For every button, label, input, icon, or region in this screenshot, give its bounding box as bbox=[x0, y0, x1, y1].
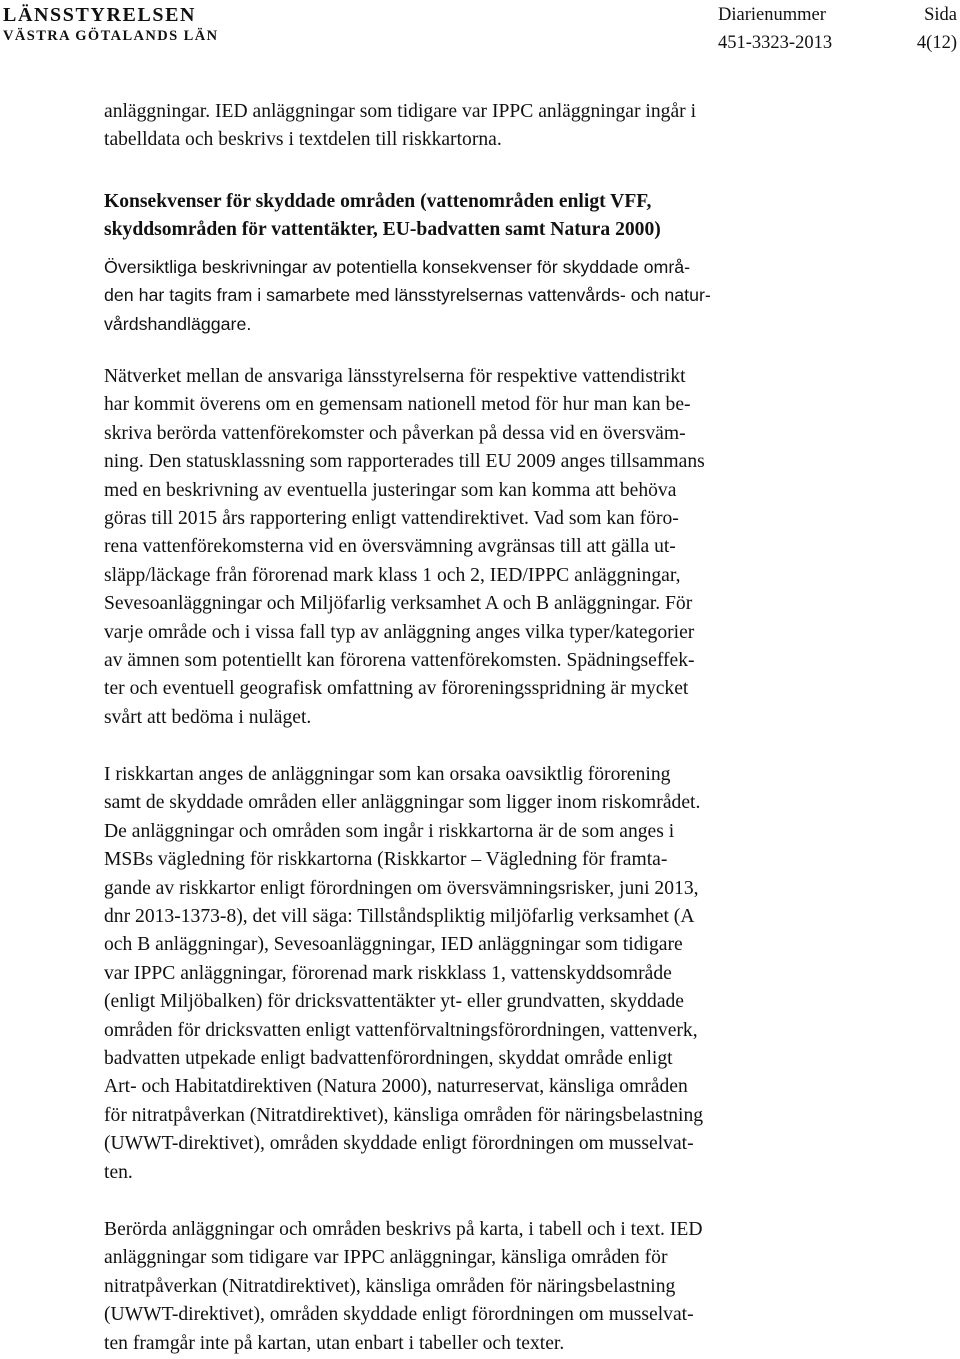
text-line: med en beskrivning av eventuella justeringar som kan komma att behöva bbox=[104, 479, 677, 501]
text-line: den har tagits fram i samarbete med länsstyrelsernas vattenvårds- och natur- bbox=[104, 285, 711, 306]
org-region: VÄSTRA GÖTALANDS LÄN bbox=[3, 28, 219, 44]
text-line: Berörda anläggningar och områden beskrivs på karta, i tabell och i text. IED bbox=[104, 1219, 703, 1240]
text-line: (enligt Miljöbalken) för dricksvattentäkter yt- eller grundvatten, skyddade bbox=[104, 991, 685, 1013]
closing-paragraph bbox=[104, 1216, 828, 1358]
heading-line: Konsekvenser för skyddade områden (vattenområden enligt VFF, bbox=[104, 191, 652, 212]
text-line: (UWWT-direktivet), områden skyddade enligt förordningen om musselvat- bbox=[104, 1304, 694, 1326]
org-logo bbox=[3, 4, 218, 46]
text-line: ter och eventuell geografisk omfattning av föroreningsspridning är mycket bbox=[104, 678, 689, 700]
text-line: anläggningar. IED anläggningar som tidigare var IPPC anläggningar ingår i bbox=[104, 101, 697, 122]
text-line: samt de skyddade områden eller anläggningar som ligger inom riskområdet. bbox=[104, 792, 701, 814]
text-line: ten framgår inte på kartan, utan enbart i tabeller och texter. bbox=[104, 1332, 565, 1354]
text-line: och B anläggningar), Sevesoanläggningar, IED anläggningar som tidigare bbox=[104, 934, 683, 956]
overview-paragraph bbox=[104, 253, 828, 338]
intro-paragraph bbox=[104, 98, 828, 155]
page-value: 4(12) bbox=[916, 33, 957, 53]
text-line: tabelldata och beskrivs i textdelen till riskkartorna. bbox=[104, 129, 502, 151]
text-line: badvatten utpekade enligt badvattenförordningen, skyddat område enligt bbox=[104, 1048, 673, 1070]
text-line: områden för dricksvatten enligt vattenförvaltningsförordningen, vattenverk, bbox=[104, 1019, 698, 1041]
heading-line: skyddsområden för vattentäkter, EU-badvatten samt Natura 2000) bbox=[104, 219, 661, 241]
diarienummer-value: 451-3323-2013 bbox=[718, 33, 833, 53]
text-line: för nitratpåverkan (Nitratdirektivet), känsliga områden för näringsbelastning bbox=[104, 1104, 704, 1126]
text-line: ning. Den statusklassning som rapporterades till EU 2009 anges tillsammans bbox=[104, 451, 705, 473]
text-line: ten. bbox=[104, 1161, 133, 1183]
text-line: Art- och Habitatdirektiven (Natura 2000), naturreservat, känsliga områden bbox=[104, 1076, 688, 1098]
text-line: vårdshandläggare. bbox=[104, 313, 252, 334]
text-line: har kommit överens om en gemensam nationell metod för hur man kan be- bbox=[104, 394, 691, 416]
text-line: anläggningar som tidigare var IPPC anläggningar, känsliga områden för bbox=[104, 1247, 668, 1269]
diarienummer-label: Diarienummer bbox=[718, 5, 826, 25]
diarienummer-block bbox=[718, 1, 832, 57]
text-line: (UWWT-direktivet), områden skyddade enligt förordningen om musselvat- bbox=[104, 1133, 694, 1155]
text-line: skriva berörda vattenförekomster och påverkan på dessa vid en översväm- bbox=[104, 422, 686, 444]
network-paragraph bbox=[104, 363, 828, 732]
org-name: LÄNSSTYRELSEN bbox=[3, 4, 197, 26]
text-line: svårt att bedöma i nuläget. bbox=[104, 706, 312, 728]
text-line: varje område och i vissa fall typ av anläggning anges vilka typer/kategorier bbox=[104, 621, 695, 643]
section-heading bbox=[104, 188, 828, 245]
text-line: Nätverket mellan de ansvariga länsstyrelserna för respektive vattendistrikt bbox=[104, 366, 686, 387]
page-number-block bbox=[917, 1, 957, 57]
text-line: rena vattenförekomsterna vid en översvämning avgränsas till att gälla ut- bbox=[104, 536, 676, 558]
text-line: göras till 2015 års rapportering enligt vattendirektivet. Vad som kan föro- bbox=[104, 508, 679, 530]
page-label: Sida bbox=[924, 5, 957, 25]
text-line: Sevesoanläggningar och Miljöfarlig verksamhet A och B anläggningar. För bbox=[104, 593, 693, 615]
text-line: gande av riskkartor enligt förordningen om översvämningsrisker, juni 2013, bbox=[104, 877, 699, 899]
text-line: De anläggningar och områden som ingår i riskkartorna är de som anges i bbox=[104, 820, 675, 842]
text-line: släpp/läckage från förorenad mark klass 1 och 2, IED/IPPC anläggningar, bbox=[104, 564, 681, 586]
text-line: dnr 2013-1373-8), det vill säga: Tillståndspliktig miljöfarlig verksamhet (A bbox=[104, 906, 695, 928]
text-line: var IPPC anläggningar, förorenad mark riskklass 1, vattenskyddsområde bbox=[104, 962, 672, 984]
text-line: av ämnen som potentiellt kan förorena vattenförekomsten. Spädningseffek- bbox=[104, 650, 695, 672]
riskmap-paragraph bbox=[104, 761, 828, 1187]
text-line: I riskkartan anges de anläggningar som kan orsaka oavsiktlig förorening bbox=[104, 764, 671, 785]
text-line: Översiktliga beskrivningar av potentiella konsekvenser för skyddade områ- bbox=[104, 257, 691, 277]
text-line: MSBs vägledning för riskkartorna (Riskkartor – Vägledning för framta- bbox=[104, 849, 668, 871]
text-line: nitratpåverkan (Nitratdirektivet), känsliga områden för näringsbelastning bbox=[104, 1275, 676, 1297]
